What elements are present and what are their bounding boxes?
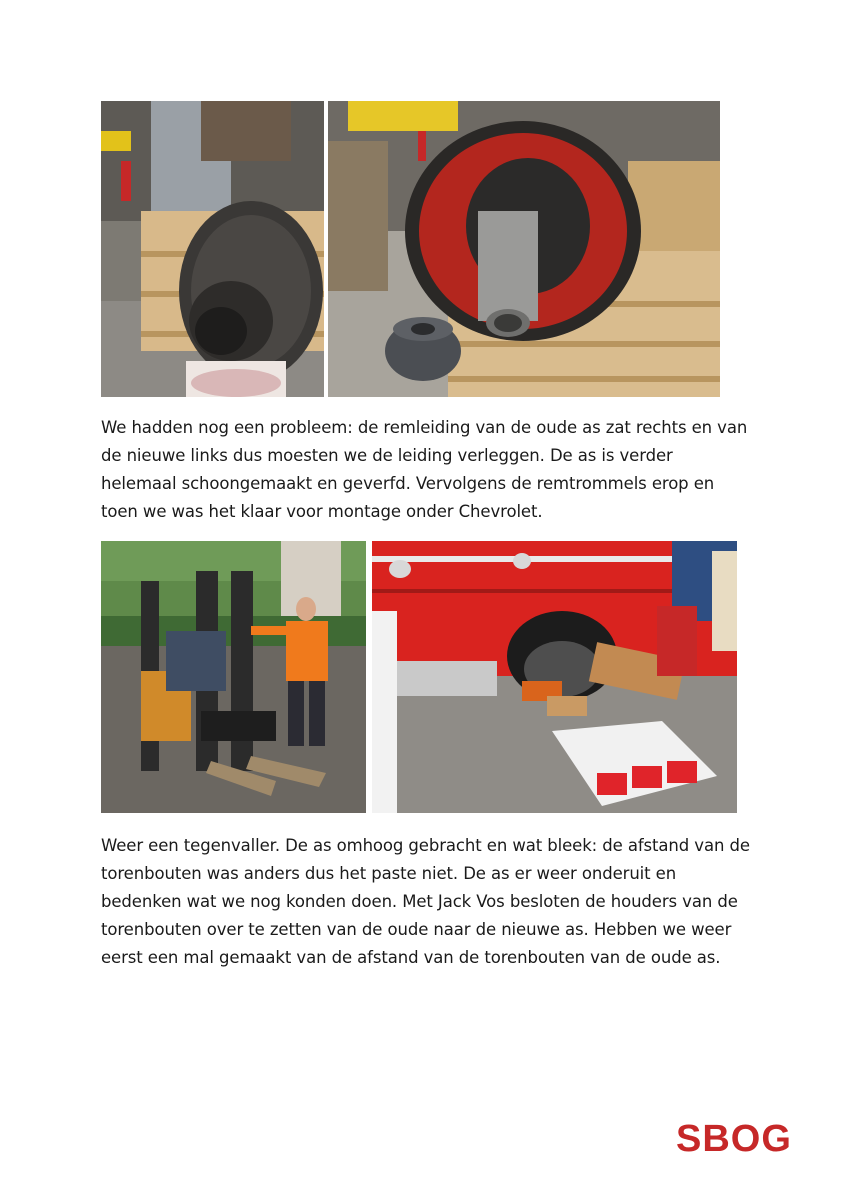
paragraph-brake-line: We hadden nog een probleem: de remleiding van de oude as zat rechts en van de nieuwe links dus moesten we de leiding verleggen. De as is verder helemaal schoongemaakt en geverfd. Vervolgens de remtrommels erop en toen we was het klaar voor montage onder Chevrolet. — [101, 418, 748, 521]
sbog-logo: SBOG — [676, 1118, 792, 1160]
photo-new-axle — [328, 101, 720, 397]
paragraph-tower-bolts: Weer een tegenvaller. De as omhoog gebracht en wat bleek: de afstand van de torenbouten was anders dus het paste niet. De as er weer onderuit en bedenken wat we nog konden doen. Met Jack Vos besloten de houders van de torenbouten over te zetten van de oude naar de nieuwe as. Hebben we weer eerst een mal gemaakt van de afstand van de torenbouten van de oude as. — [101, 836, 750, 967]
photo-fire-truck — [372, 541, 737, 813]
photo-old-axle — [101, 101, 324, 397]
photo-forklift — [101, 541, 366, 813]
